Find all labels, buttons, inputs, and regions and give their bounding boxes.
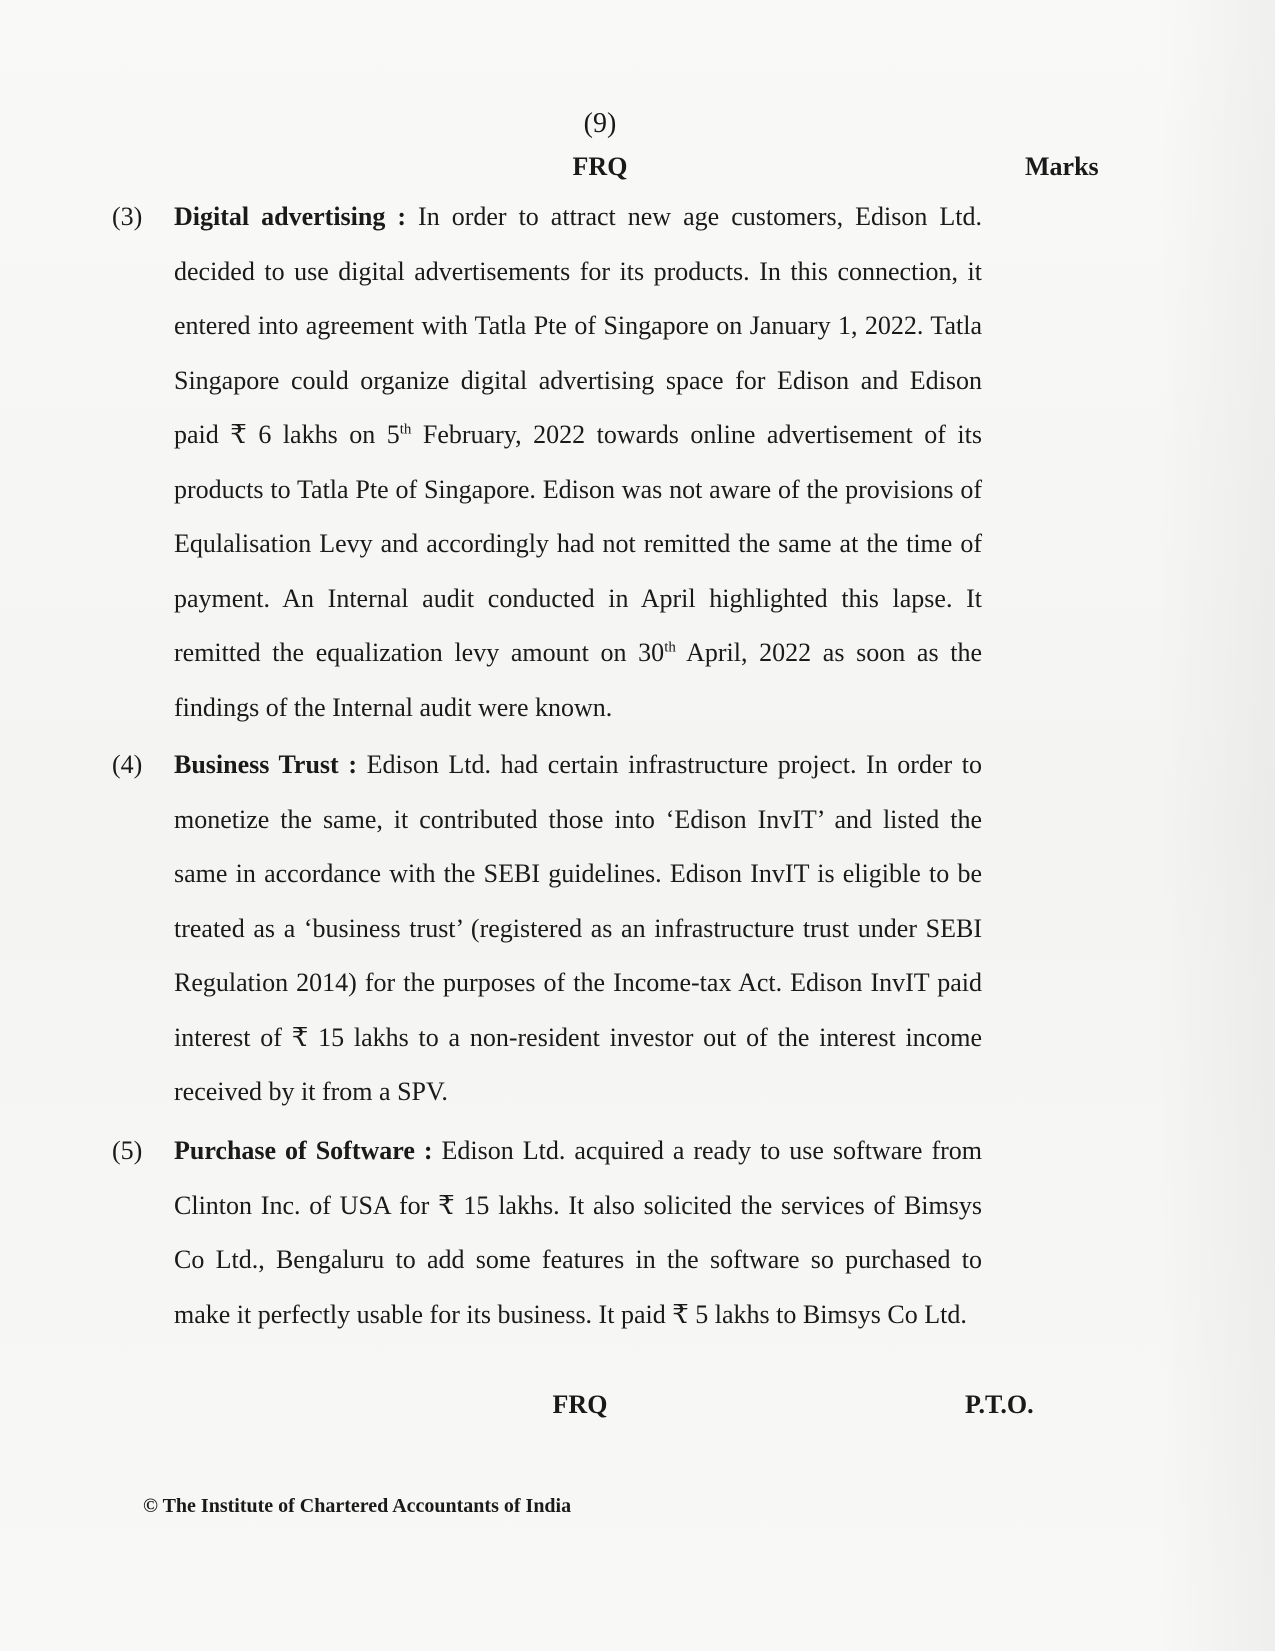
question-number: (3)	[112, 202, 143, 231]
page-edge-shadow	[1155, 0, 1275, 1651]
question-text: Edison Ltd. acquired a ready to use software from Clinton Inc. of USA for ₹ 15 lakhs. It also solicited the services of Bimsys Co Ltd., Bengaluru to add some features in the software so purchased to make it perfectly usable for its business. It paid ₹ 5 lakhs to Bimsys Co Ltd.	[174, 1136, 982, 1329]
marks-label: Marks	[1025, 152, 1099, 181]
question-body	[174, 1124, 982, 1342]
question-5	[112, 1124, 1012, 1342]
question-title: Business Trust	[174, 750, 339, 779]
question-text: In order to attract new age customers, Edison Ltd. decided to use digital advertisements for its products. In this connection, it entered into agreement with Tatla Pte of Singapore on January 1, 2022. Tatla Singapore could organize digital advertising space for Edison and Edison paid ₹ 6 lakhs on 5	[174, 202, 982, 449]
question-number: (4)	[112, 750, 143, 779]
question-body	[174, 190, 982, 735]
title-separator: :	[338, 750, 367, 779]
pto-label: P.T.O.	[965, 1390, 1034, 1419]
question-title: Digital advertising	[174, 202, 386, 231]
question-text: February, 2022 towards online advertisement of its products to Tatla Pte of Singapore. Edison was not aware of the provisions of Equlalisation Levy and accordingly had not remitted the same at the time of payment. An Internal audit conducted in April highlighted this lapse. It remitted the equalization levy amount on 30	[174, 420, 982, 667]
paper-code-header: FRQ	[572, 152, 628, 181]
copyright-notice: © The Institute of Chartered Accountants of India	[143, 1495, 572, 1517]
question-number: (5)	[112, 1136, 143, 1165]
question-text: April, 2022 as soon as the findings of the Internal audit were known.	[174, 638, 982, 722]
question-3	[112, 190, 1012, 735]
question-text: Edison Ltd. had certain infrastructure project. In order to monetize the same, it contributed those into ‘Edison InvIT’ and listed the same in accordance with the SEBI guidelines. Edison InvIT is eligible to be treated as a ‘business trust’ (registered as an infrastructure trust under SEBI Regulation 2014) for the purposes of the Income-tax Act. Edison InvIT paid interest of ₹ 15 lakhs to a non-resident investor out of the interest income received by it from a SPV.	[174, 750, 982, 1106]
title-separator: :	[385, 202, 419, 231]
ordinal-suffix: th	[664, 639, 676, 656]
ordinal-suffix: th	[399, 421, 412, 438]
paper-code-footer: FRQ	[552, 1390, 608, 1419]
question-title: Purchase of Software	[174, 1136, 415, 1165]
page-number: (9)	[583, 108, 617, 139]
question-body	[174, 738, 982, 1120]
title-separator: :	[414, 1136, 442, 1165]
question-4	[112, 738, 1012, 1120]
